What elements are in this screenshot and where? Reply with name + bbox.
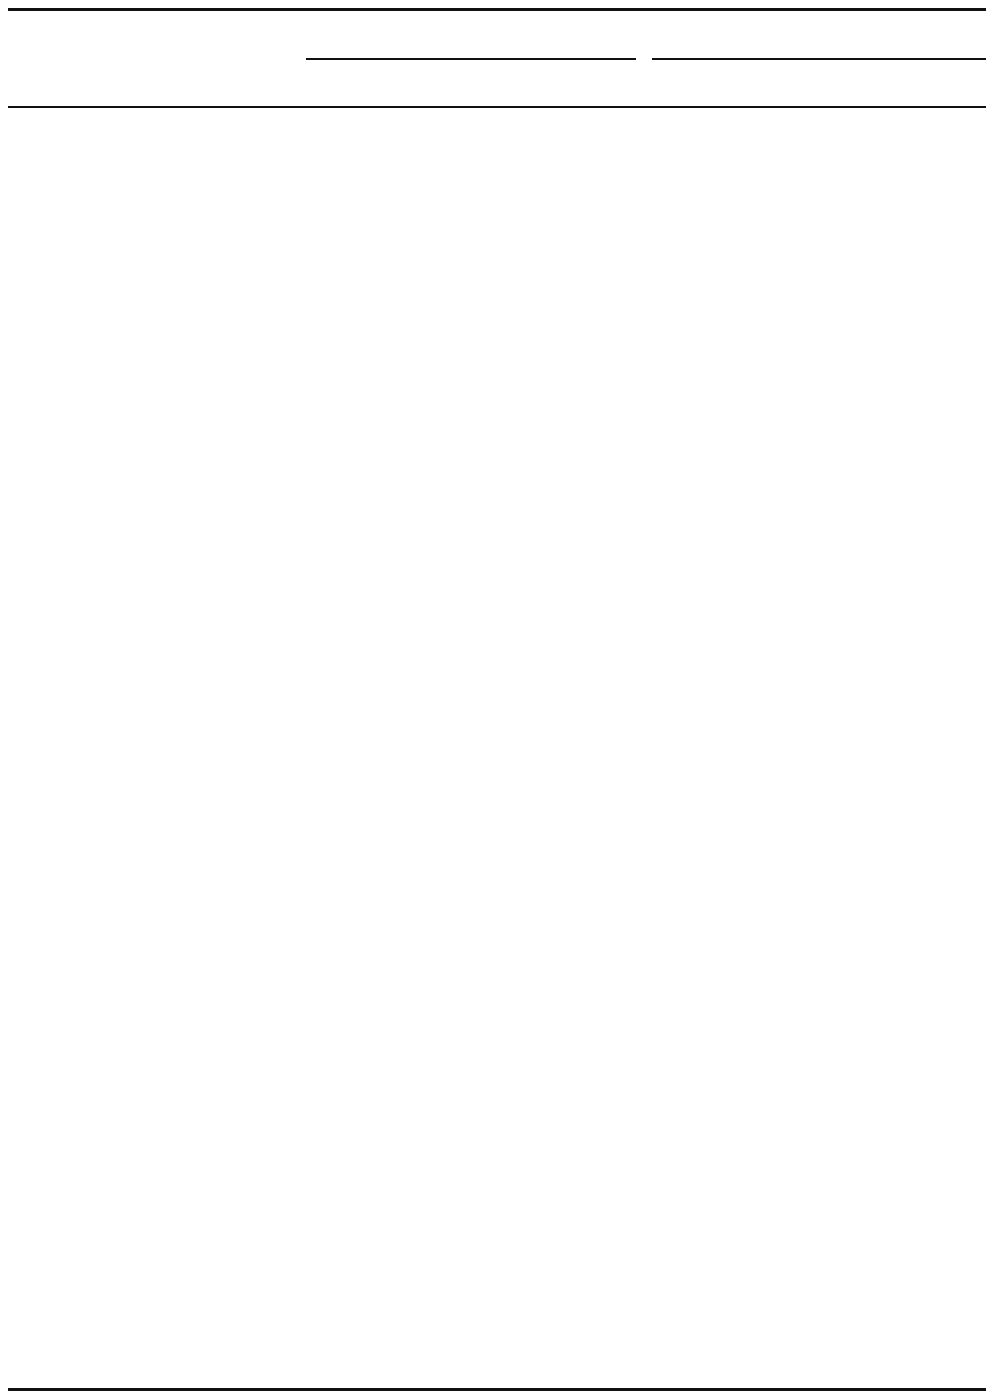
header-rule — [8, 106, 986, 108]
group1-underline — [306, 58, 636, 60]
group2-underline — [652, 58, 986, 60]
top-rule — [8, 8, 986, 11]
bottom-rule — [8, 1388, 986, 1391]
